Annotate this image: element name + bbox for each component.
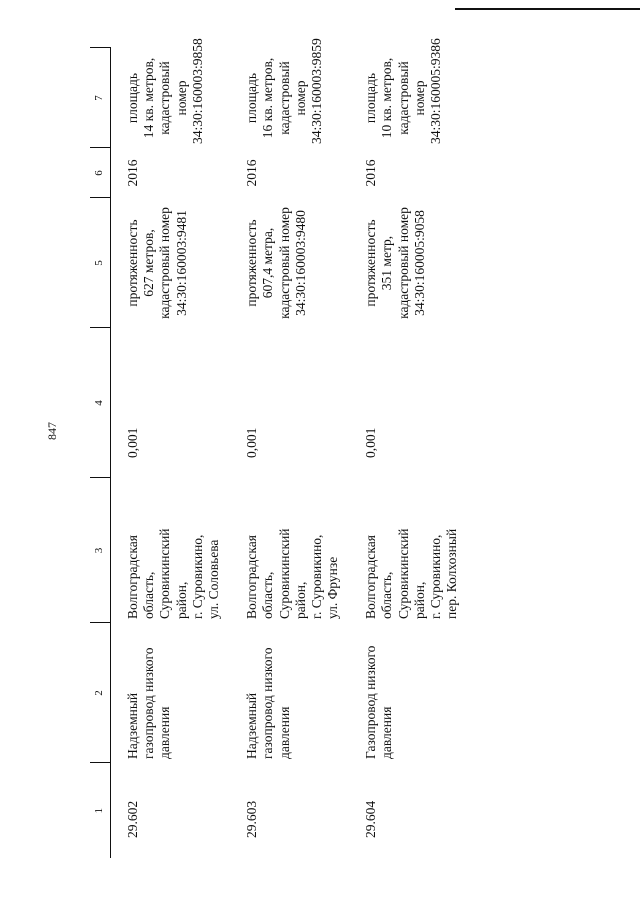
- header-row: [90, 48, 111, 858]
- object-name: Надземный газопровод низкого давления: [125, 647, 173, 759]
- object-value: 0,001: [363, 427, 379, 458]
- table-row: [111, 48, 231, 858]
- object-value: 0,001: [125, 427, 140, 458]
- object-address: Волгоградская область, Суровикинский район, г. Суровикино, пер. Колхозный: [363, 528, 460, 619]
- row-number: 29.602: [125, 800, 140, 838]
- object-length: протяженность 607,4 метра, кадастровый номер 34:30:160003:9480: [244, 207, 308, 319]
- table-row: [349, 48, 468, 858]
- object-length: протяженность 351 метр, кадастровый номер 34:30:160005:9058: [363, 207, 427, 319]
- column-header-3: 3: [90, 478, 111, 623]
- registry-table: [90, 38, 468, 859]
- object-area: площадь 10 кв. метров, кадастровый номер 34:30:160005:9386: [363, 38, 443, 144]
- table-row: [230, 48, 349, 858]
- object-value: 0,001: [244, 427, 260, 458]
- object-year: 2016: [244, 159, 260, 187]
- row-number: 29.603: [244, 800, 260, 838]
- top-rule: [455, 8, 640, 10]
- object-name: Газопровод низкого давления: [363, 645, 395, 759]
- object-area: площадь 16 кв. метров, кадастровый номер 34:30:160003:9859: [244, 38, 324, 144]
- column-header-7: 7: [90, 48, 111, 148]
- object-name: Надземный газопровод низкого давления: [244, 647, 292, 759]
- object-year: 2016: [363, 159, 379, 187]
- registry-table-frame: [90, 38, 480, 858]
- object-length: протяженность 627 метров, кадастровый номер 34:30:160003:9481: [125, 207, 189, 319]
- object-address: Волгоградская область, Суровикинский район, г. Суровикино, ул. Соловьева: [125, 528, 221, 619]
- column-header-5: 5: [90, 198, 111, 328]
- page-number: 847: [45, 422, 59, 440]
- object-address: Волгоградская область, Суровикинский район, г. Суровикино, ул. Фрунзе: [244, 528, 341, 619]
- column-header-1: 1: [90, 763, 111, 858]
- row-number: 29.604: [363, 800, 379, 838]
- column-header-2: 2: [90, 623, 111, 763]
- object-area: площадь 14 кв. метров, кадастровый номер 34:30:160003:9858: [125, 38, 205, 144]
- object-year: 2016: [125, 159, 140, 187]
- column-header-6: 6: [90, 148, 111, 198]
- column-header-4: 4: [90, 328, 111, 478]
